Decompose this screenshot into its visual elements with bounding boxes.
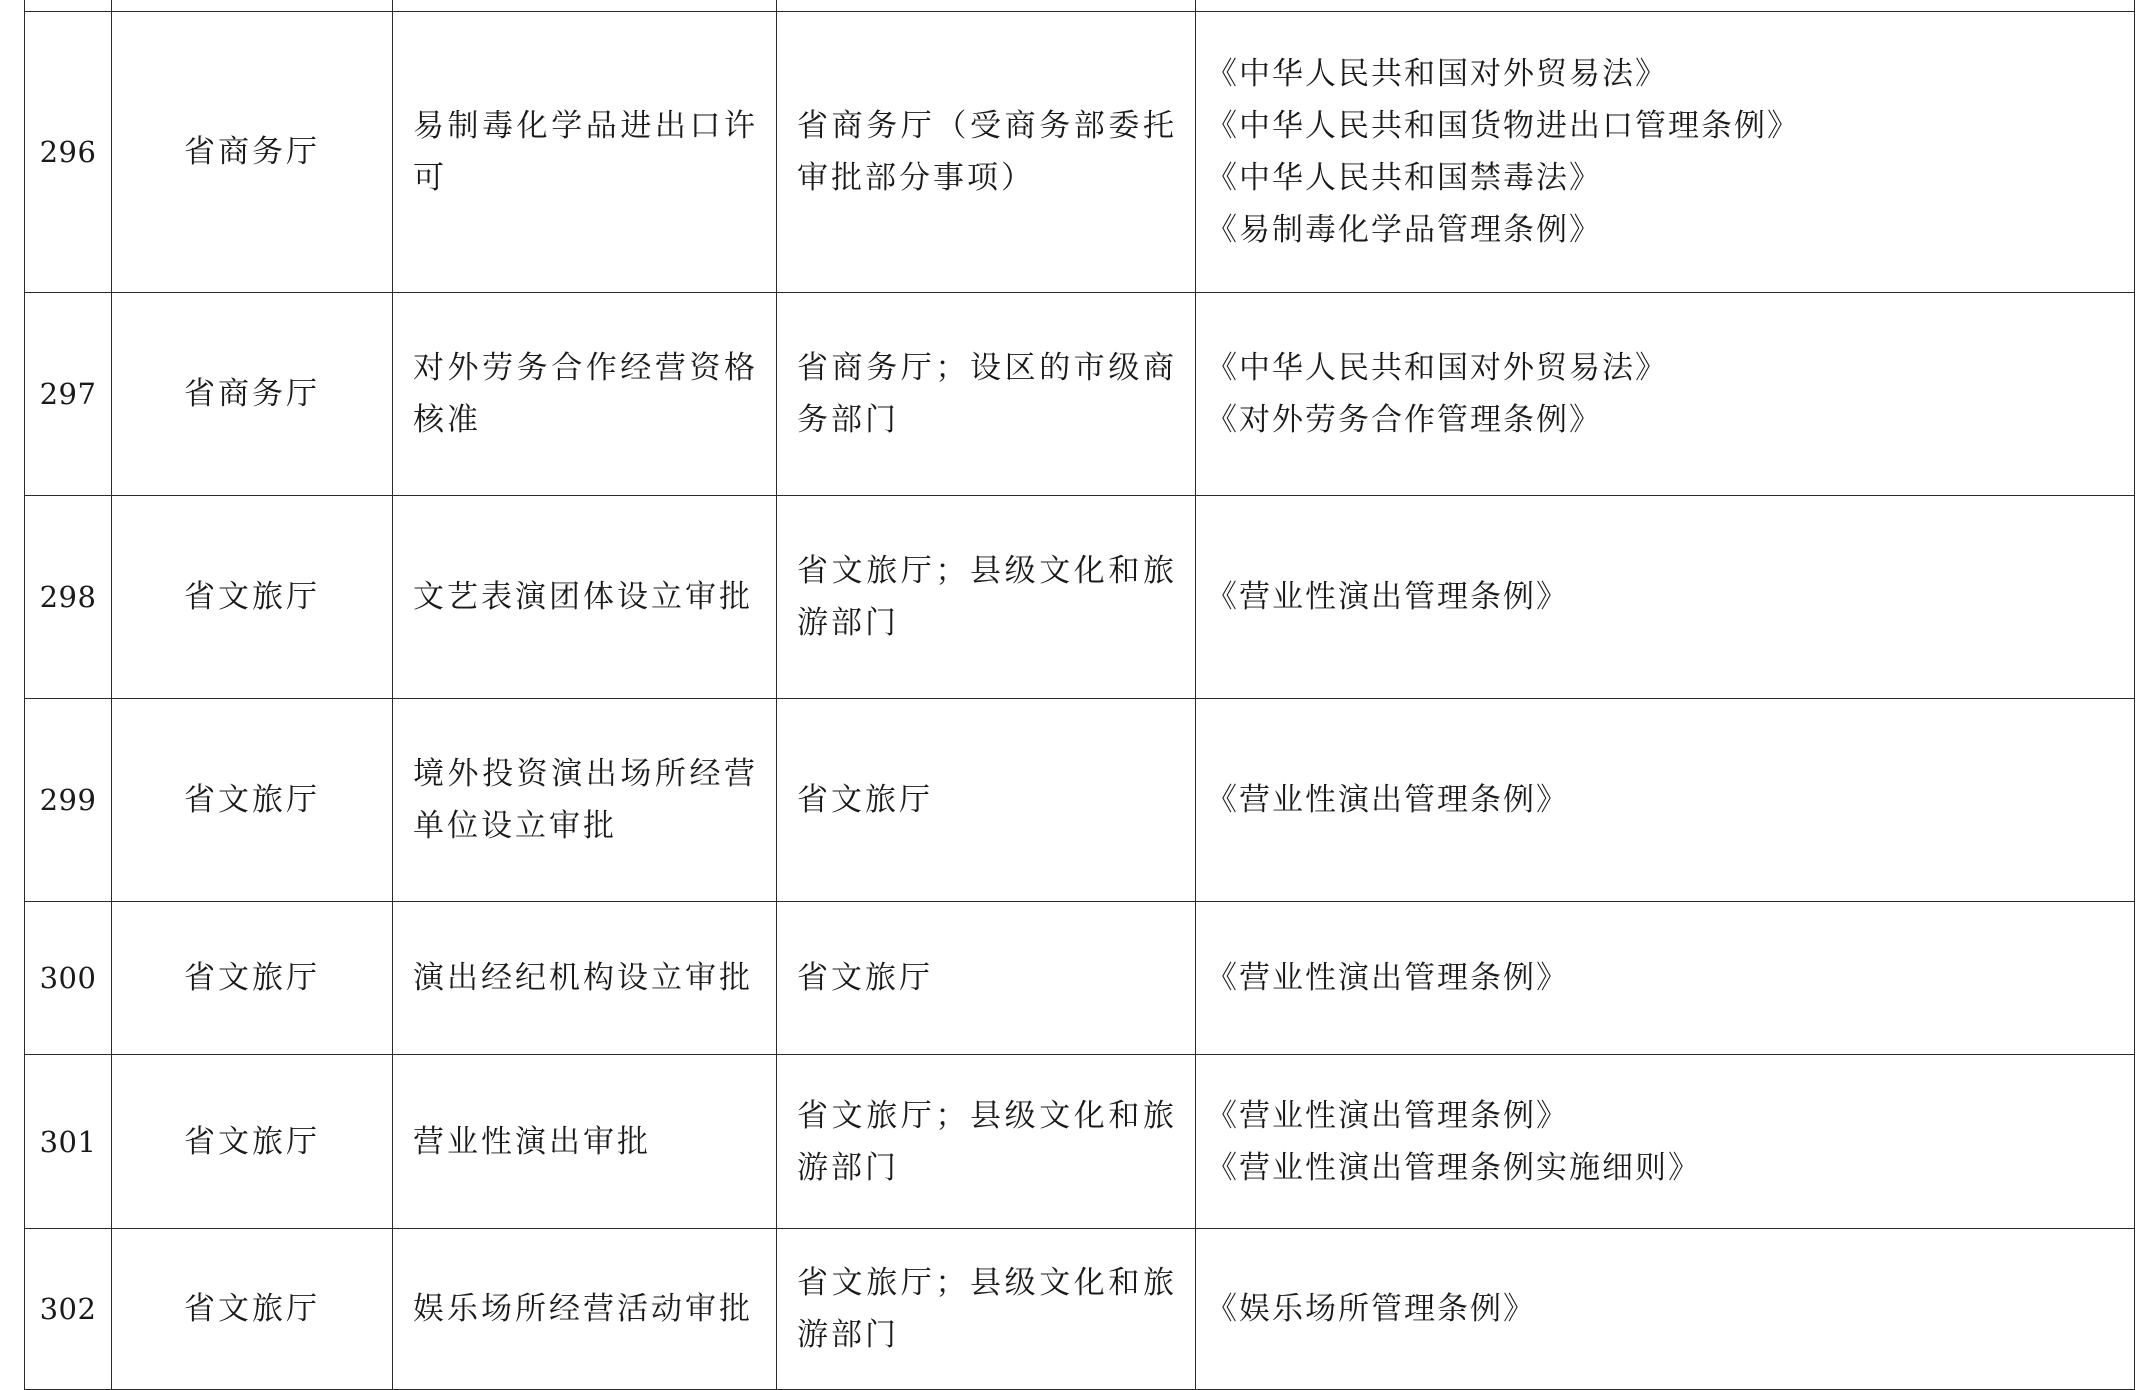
legal-basis — [1196, 293, 2135, 496]
table-row — [25, 1055, 2135, 1229]
competent-department: 省文旅厅 — [112, 496, 393, 699]
legal-basis-entry: 《对外劳务合作管理条例》 — [1206, 402, 1602, 438]
table-row — [25, 699, 2135, 902]
table-row — [25, 1229, 2135, 1390]
legal-basis-entry: 《营业性演出管理条例》 — [1206, 1097, 1569, 1134]
legal-basis-entry: 《营业性演出管理条例》 — [1206, 782, 1569, 818]
approval-items-table-page — [24, 0, 2134, 1390]
item-number: 300 — [25, 902, 112, 1055]
approval-items-table — [24, 0, 2135, 1390]
approval-item-name: 易制毒化学品进出口许可 — [393, 12, 777, 293]
competent-department: 省文旅厅 — [112, 1229, 393, 1390]
implementing-authority: 省商务厅；设区的市级商务部门 — [777, 293, 1196, 496]
item-number: 301 — [25, 1055, 112, 1229]
implementing-authority: 省文旅厅 — [777, 902, 1196, 1055]
item-number: 299 — [25, 699, 112, 902]
competent-department: 省文旅厅 — [112, 1055, 393, 1229]
legal-basis — [1196, 496, 2135, 699]
table-row — [25, 12, 2135, 293]
table-row — [25, 293, 2135, 496]
legal-basis-entry: 《营业性演出管理条例》 — [1206, 960, 1569, 996]
competent-department: 省文旅厅 — [112, 699, 393, 902]
implementing-authority: 省文旅厅；县级文化和旅游部门 — [777, 496, 1196, 699]
approval-item-name: 演出经纪机构设立审批 — [393, 902, 777, 1055]
item-number: 298 — [25, 496, 112, 699]
legal-basis — [1196, 1055, 2135, 1229]
legal-basis-entry: 《娱乐场所管理条例》 — [1206, 1291, 1536, 1327]
table-row — [25, 496, 2135, 699]
competent-department: 省文旅厅 — [112, 902, 393, 1055]
legal-basis — [1196, 1229, 2135, 1390]
legal-basis-entry: 《易制毒化学品管理条例》 — [1206, 212, 1602, 248]
legal-basis — [1196, 902, 2135, 1055]
implementing-authority: 省商务厅（受商务部委托审批部分事项） — [777, 12, 1196, 293]
item-number: 297 — [25, 293, 112, 496]
legal-basis — [1196, 12, 2135, 293]
approval-item-name: 营业性演出审批 — [393, 1055, 777, 1229]
legal-basis-entry: 《中华人民共和国货物进出口管理条例》 — [1206, 108, 1800, 144]
item-number: 296 — [25, 12, 112, 293]
implementing-authority: 省文旅厅 — [777, 699, 1196, 902]
legal-basis-entry: 《中华人民共和国对外贸易法》 — [1206, 56, 1668, 92]
legal-basis-entry: 《营业性演出管理条例实施细则》 — [1206, 1149, 1701, 1186]
approval-item-name: 境外投资演出场所经营单位设立审批 — [393, 699, 777, 902]
table-row-previous-partial — [25, 0, 2135, 12]
approval-item-name: 娱乐场所经营活动审批 — [393, 1229, 777, 1390]
competent-department: 省商务厅 — [112, 293, 393, 496]
legal-basis-entry: 《中华人民共和国对外贸易法》 — [1206, 350, 1668, 386]
item-number: 302 — [25, 1229, 112, 1390]
competent-department: 省商务厅 — [112, 12, 393, 293]
legal-basis-entry: 《营业性演出管理条例》 — [1206, 579, 1569, 615]
legal-basis-entry: 《中华人民共和国禁毒法》 — [1206, 160, 1602, 196]
table-row — [25, 902, 2135, 1055]
implementing-authority: 省文旅厅；县级文化和旅游部门 — [777, 1055, 1196, 1229]
approval-item-name: 对外劳务合作经营资格核准 — [393, 293, 777, 496]
legal-basis — [1196, 699, 2135, 902]
implementing-authority: 省文旅厅；县级文化和旅游部门 — [777, 1229, 1196, 1390]
approval-item-name: 文艺表演团体设立审批 — [393, 496, 777, 699]
